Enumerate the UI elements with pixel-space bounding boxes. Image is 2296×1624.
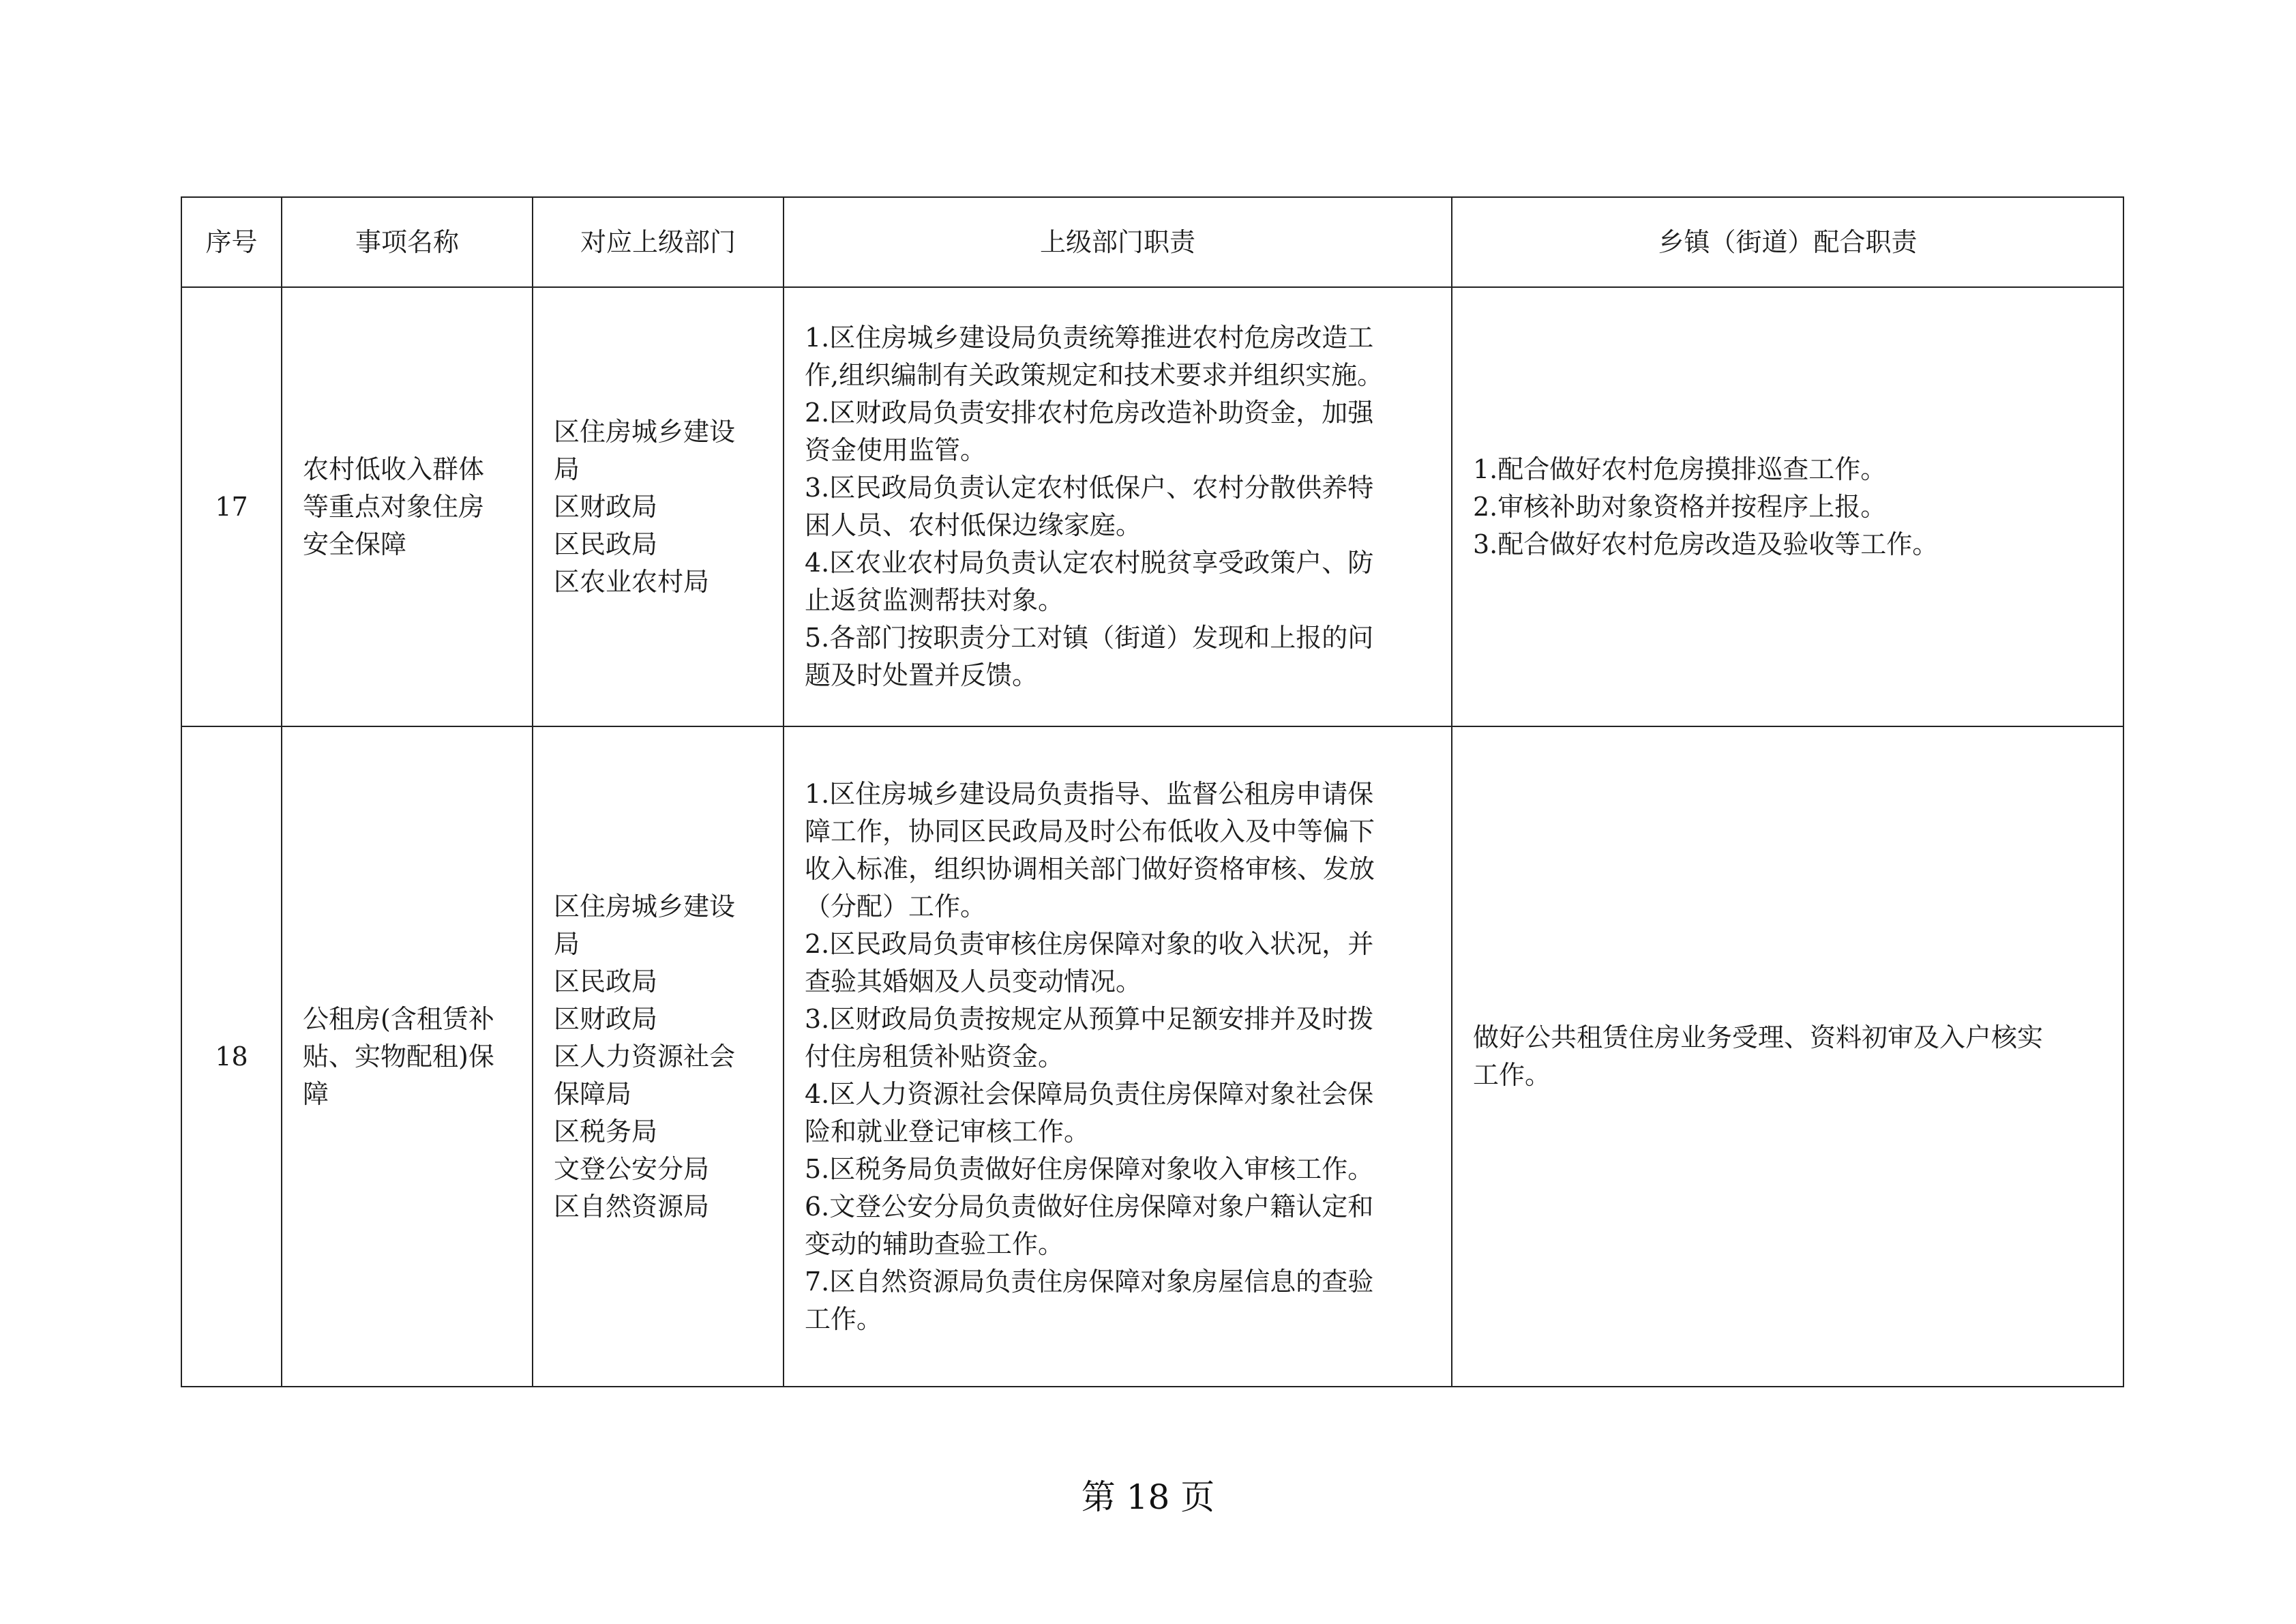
duty-line: 险和就业登记审核工作。 [805, 1116, 1090, 1147]
item-name-cell [282, 726, 533, 1387]
town-duty-line: 1.配合做好农村危房摸排巡查工作。 [1473, 454, 1887, 484]
item-name-cell [282, 287, 533, 726]
item-name-line: 农村低收入群体 [303, 454, 485, 484]
page-number: 第 18 页 [1081, 1477, 1215, 1517]
header-item-name: 事项名称 [282, 197, 533, 287]
table-row [181, 287, 2123, 726]
header-superior-dept: 对应上级部门 [533, 197, 784, 287]
superior-dept-cell [533, 287, 784, 726]
duty-line: 困人员、农村低保边缘家庭。 [805, 510, 1142, 540]
duty-line: 收入标准，组织协调相关部门做好资格审核、发放 [805, 853, 1375, 884]
item-name-line: 安全保障 [303, 529, 407, 559]
header-town-duty: 乡镇（街道）配合职责 [1452, 197, 2123, 287]
row-seq: 18 [181, 726, 282, 1387]
duty-line: 2.区财政局负责安排农村危房改造补助资金，加强 [805, 398, 1374, 428]
duty-line: 3.区财政局负责按规定从预算中足额安排并及时拨 [805, 1003, 1374, 1034]
duty-line: 变动的辅助查验工作。 [805, 1228, 1064, 1259]
duty-line: （分配）工作。 [805, 891, 987, 921]
duty-line: 付住房租赁补贴资金。 [805, 1041, 1064, 1072]
superior-duty-cell [784, 726, 1452, 1387]
town-duty-cell [1452, 726, 2123, 1387]
duty-line: 作,组织编制有关政策规定和技术要求并组织实施。 [805, 360, 1384, 390]
town-duty-line: 2.审核补助对象资格并按程序上报。 [1473, 491, 1887, 522]
duty-line: 4.区农业农村局负责认定农村脱贫享受政策户、防 [805, 548, 1374, 578]
superior-duty-cell [784, 287, 1452, 726]
item-name-line: 公租房(含租赁补 [303, 1003, 494, 1034]
duty-line: 4.区人力资源社会保障局负责住房保障对象社会保 [805, 1078, 1374, 1109]
dept-line: 区人力资源社会 [554, 1041, 736, 1072]
duty-line: 障工作，协同区民政局及时公布低收入及中等偏下 [805, 816, 1375, 846]
dept-line: 局 [554, 454, 580, 484]
duty-line: 资金使用监管。 [805, 435, 987, 465]
superior-dept-cell [533, 726, 784, 1387]
duty-line: 1.区住房城乡建设局负责统筹推进农村危房改造工 [805, 323, 1374, 353]
dept-line: 局 [554, 928, 580, 959]
item-name-line: 障 [303, 1078, 329, 1109]
dept-line: 区民政局 [554, 529, 658, 559]
header-seq: 序号 [181, 197, 282, 287]
duty-line: 题及时处置并反馈。 [805, 660, 1039, 690]
dept-line: 保障局 [554, 1078, 632, 1109]
dept-line: 区自然资源局 [554, 1191, 710, 1222]
dept-line: 区民政局 [554, 966, 658, 996]
dept-line: 文登公安分局 [554, 1153, 710, 1184]
duty-line: 1.区住房城乡建设局负责指导、监督公租房申请保 [805, 778, 1374, 809]
duty-line: 7.区自然资源局负责住房保障对象房屋信息的查验 [805, 1266, 1374, 1297]
duty-line: 5.各部门按职责分工对镇（街道）发现和上报的问 [805, 623, 1374, 653]
duty-line: 3.区民政局负责认定农村低保户、农村分散供养特 [805, 473, 1374, 503]
duty-line: 止返贫监测帮扶对象。 [805, 585, 1064, 615]
duty-table [181, 196, 2124, 1387]
dept-line: 区住房城乡建设 [554, 891, 736, 921]
table-row [181, 726, 2123, 1387]
dept-line: 区农业农村局 [554, 566, 710, 597]
duty-line: 查验其婚姻及人员变动情况。 [805, 966, 1142, 996]
duty-line: 工作。 [805, 1303, 883, 1334]
dept-line: 区财政局 [554, 1003, 658, 1034]
town-duty-line: 做好公共租赁住房业务受理、资料初审及入户核实 [1473, 1022, 2044, 1052]
dept-line: 区税务局 [554, 1116, 658, 1147]
town-duty-cell [1452, 287, 2123, 726]
table-header-row [181, 197, 2123, 287]
item-name-line: 等重点对象住房 [303, 491, 485, 522]
duty-line: 5.区税务局负责做好住房保障对象收入审核工作。 [805, 1153, 1374, 1184]
item-name-line: 贴、实物配租)保 [303, 1041, 494, 1072]
town-duty-line: 3.配合做好农村危房改造及验收等工作。 [1473, 529, 1939, 559]
duty-line: 2.区民政局负责审核住房保障对象的收入状况，并 [805, 928, 1374, 959]
dept-line: 区财政局 [554, 491, 658, 522]
row-seq: 17 [181, 287, 282, 726]
dept-line: 区住房城乡建设 [554, 416, 736, 447]
duty-line: 6.文登公安分局负责做好住房保障对象户籍认定和 [805, 1191, 1374, 1222]
header-superior-duty: 上级部门职责 [784, 197, 1452, 287]
town-duty-line: 工作。 [1473, 1060, 1551, 1090]
